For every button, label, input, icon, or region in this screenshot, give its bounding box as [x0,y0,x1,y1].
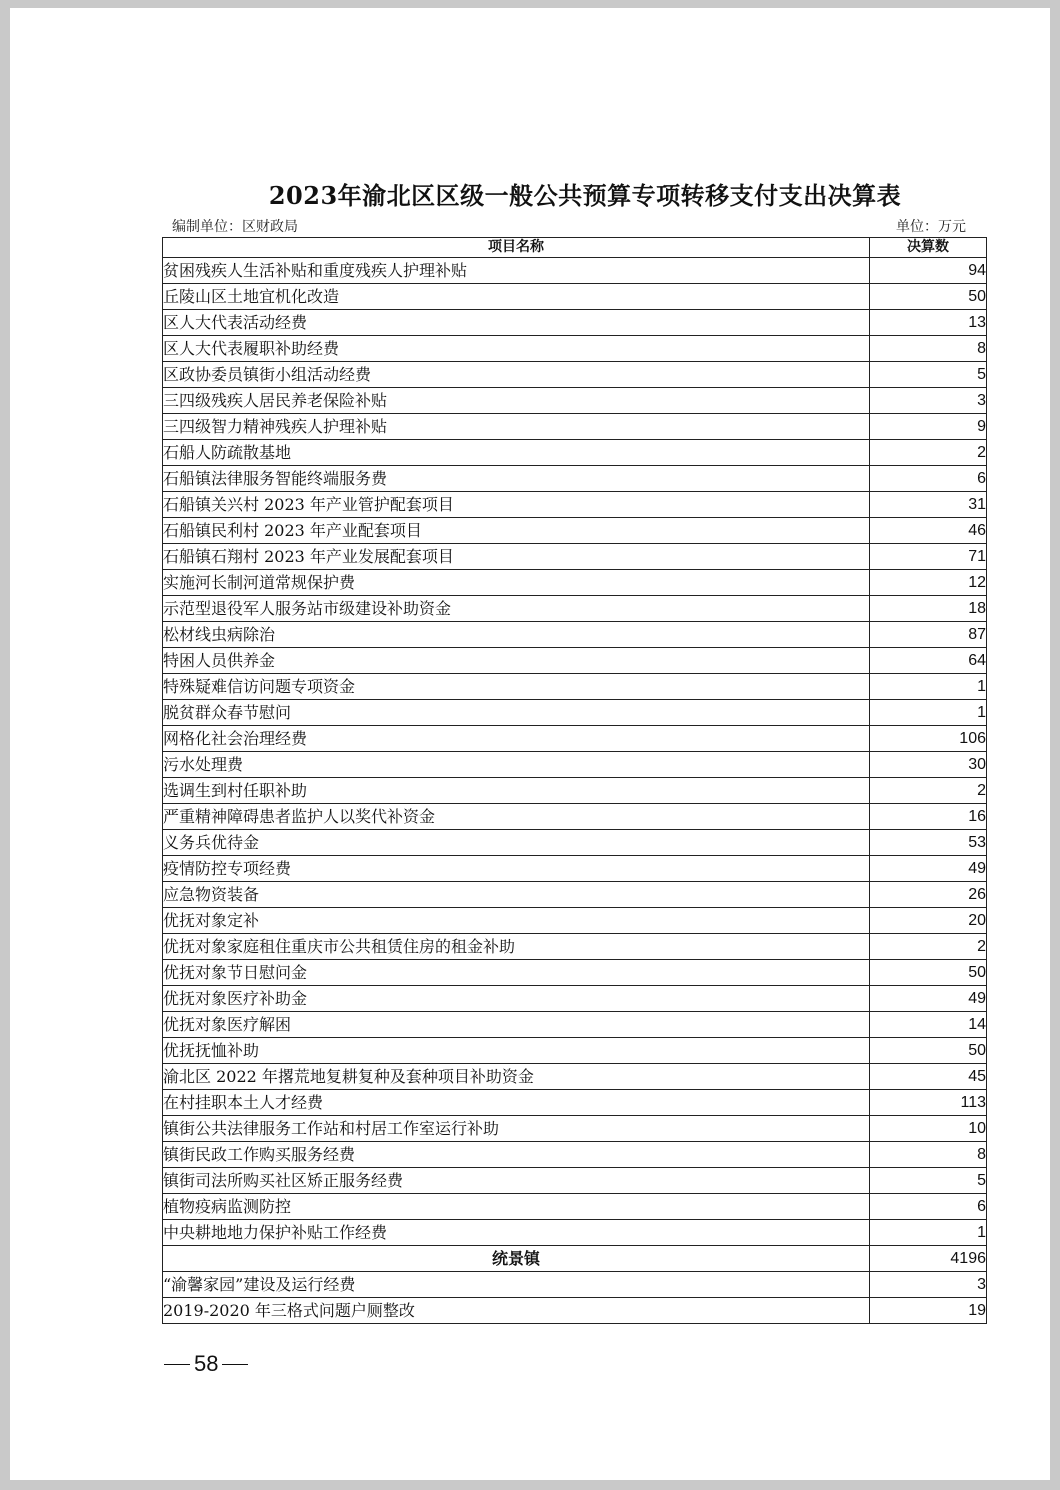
page-number-dash-right [222,1364,248,1365]
table-row [163,596,987,622]
row-item-amount: 46 [870,518,987,544]
row-item-name: 优抚对象医疗补助金 [163,986,870,1012]
row-item-amount: 18 [870,596,987,622]
page-number-text: 58 [194,1351,219,1376]
table-row [163,284,987,310]
row-item-amount: 9 [870,414,987,440]
row-item-name: 区人大代表活动经费 [163,310,870,336]
table-row [163,1194,987,1220]
table-row [163,700,987,726]
row-item-amount: 13 [870,310,987,336]
row-item-amount: 8 [870,1142,987,1168]
row-item-amount: 49 [870,986,987,1012]
row-item-name: 石船镇石翔村 2023 年产业发展配套项目 [163,544,870,570]
row-item-name: 疫情防控专项经费 [163,856,870,882]
table-row [163,388,987,414]
table-row [163,1272,987,1298]
row-item-name: 应急物资装备 [163,882,870,908]
row-item-name: 实施河长制河道常规保护费 [163,570,870,596]
table-row [163,1116,987,1142]
table-row [163,466,987,492]
row-item-amount: 5 [870,362,987,388]
row-item-name: 统景镇 [163,1246,870,1272]
row-item-name: “渝馨家园”建设及运行经费 [163,1272,870,1298]
table-group-row [163,1246,987,1272]
row-item-name: 脱贫群众春节慰问 [163,700,870,726]
row-item-name: 严重精神障碍患者监护人以奖代补资金 [163,804,870,830]
row-item-name: 镇街公共法律服务工作站和村居工作室运行补助 [163,1116,870,1142]
row-item-amount: 6 [870,466,987,492]
table-row [163,1298,987,1324]
row-item-amount: 50 [870,960,987,986]
row-item-amount: 45 [870,1064,987,1090]
row-item-name: 石船镇关兴村 2023 年产业管护配套项目 [163,492,870,518]
table-row [163,830,987,856]
table-row [163,960,987,986]
table-row [163,986,987,1012]
row-item-name: 优抚对象家庭租住重庆市公共租赁住房的租金补助 [163,934,870,960]
budget-table [162,237,987,1324]
row-item-amount: 3 [870,1272,987,1298]
row-item-name: 义务兵优待金 [163,830,870,856]
row-item-name: 渝北区 2022 年撂荒地复耕复种及套种项目补助资金 [163,1064,870,1090]
row-item-amount: 3 [870,388,987,414]
row-item-amount: 2 [870,778,987,804]
document-title: 2023年渝北区区级一般公共预算专项转移支付支出决算表 [268,181,902,210]
row-item-amount: 50 [870,284,987,310]
row-item-amount: 53 [870,830,987,856]
table-row [163,414,987,440]
row-item-name: 三四级残疾人居民养老保险补贴 [163,388,870,414]
table-row [163,1012,987,1038]
row-item-name: 区政协委员镇街小组活动经费 [163,362,870,388]
table-row [163,1142,987,1168]
page-number [164,1351,248,1377]
row-item-amount: 4196 [870,1246,987,1272]
column-header-name: 项目名称 [163,238,870,258]
row-item-name: 石船镇民利村 2023 年产业配套项目 [163,518,870,544]
table-row [163,440,987,466]
row-item-amount: 26 [870,882,987,908]
row-item-name: 石船人防疏散基地 [163,440,870,466]
row-item-name: 三四级智力精神残疾人护理补贴 [163,414,870,440]
table-row [163,674,987,700]
row-item-amount: 1 [870,674,987,700]
document-page [10,8,1050,1480]
table-row [163,1064,987,1090]
row-item-name: 污水处理费 [163,752,870,778]
row-item-name: 贫困残疾人生活补贴和重度残疾人护理补贴 [163,258,870,284]
row-item-amount: 71 [870,544,987,570]
row-item-name: 优抚抚恤补助 [163,1038,870,1064]
row-item-amount: 113 [870,1090,987,1116]
row-item-name: 示范型退役军人服务站市级建设补助资金 [163,596,870,622]
row-item-name: 区人大代表履职补助经费 [163,336,870,362]
row-item-amount: 106 [870,726,987,752]
row-item-amount: 16 [870,804,987,830]
row-item-amount: 8 [870,336,987,362]
table-row [163,518,987,544]
row-item-name: 2019-2020 年三格式问题户厕整改 [163,1298,870,1324]
table-row [163,908,987,934]
row-item-amount: 87 [870,622,987,648]
table-row [163,856,987,882]
row-item-amount: 12 [870,570,987,596]
row-item-amount: 20 [870,908,987,934]
row-item-name: 镇街司法所购买社区矫正服务经费 [163,1168,870,1194]
row-item-amount: 10 [870,1116,987,1142]
row-item-name: 优抚对象医疗解困 [163,1012,870,1038]
row-item-amount: 2 [870,440,987,466]
table-row [163,310,987,336]
table-body [163,258,987,1324]
table-row [163,1090,987,1116]
table-row [163,492,987,518]
row-item-name: 特困人员供养金 [163,648,870,674]
row-item-name: 优抚对象节日慰问金 [163,960,870,986]
row-item-name: 中央耕地地力保护补贴工作经费 [163,1220,870,1246]
row-item-amount: 14 [870,1012,987,1038]
table-row [163,1220,987,1246]
row-item-amount: 50 [870,1038,987,1064]
row-item-name: 松材线虫病除治 [163,622,870,648]
table-row [163,1038,987,1064]
row-item-amount: 6 [870,1194,987,1220]
row-item-amount: 1 [870,700,987,726]
table-row [163,804,987,830]
page-number-dash-left [164,1364,190,1365]
row-item-name: 在村挂职本土人才经费 [163,1090,870,1116]
row-item-amount: 1 [870,1220,987,1246]
compiler-label: 编制单位：区财政局 [172,219,298,235]
table-row [163,544,987,570]
row-item-amount: 2 [870,934,987,960]
row-item-amount: 64 [870,648,987,674]
table-row [163,1168,987,1194]
row-item-amount: 30 [870,752,987,778]
row-item-amount: 31 [870,492,987,518]
table-row [163,726,987,752]
row-item-name: 石船镇法律服务智能终端服务费 [163,466,870,492]
row-item-name: 选调生到村任职补助 [163,778,870,804]
row-item-name: 植物疫病监测防控 [163,1194,870,1220]
row-item-amount: 49 [870,856,987,882]
table-row [163,934,987,960]
row-item-name: 特殊疑难信访问题专项资金 [163,674,870,700]
table-row [163,336,987,362]
table-row [163,752,987,778]
row-item-amount: 19 [870,1298,987,1324]
row-item-name: 优抚对象定补 [163,908,870,934]
table-row [163,570,987,596]
unit-label: 单位：万元 [896,219,966,235]
row-item-name: 网格化社会治理经费 [163,726,870,752]
table-row [163,258,987,284]
table-row [163,778,987,804]
table-header-row [163,238,987,258]
column-header-amount: 决算数 [870,238,987,258]
row-item-amount: 5 [870,1168,987,1194]
table-row [163,882,987,908]
table-row [163,648,987,674]
row-item-amount: 94 [870,258,987,284]
row-item-name: 丘陵山区土地宜机化改造 [163,284,870,310]
row-item-name: 镇街民政工作购买服务经费 [163,1142,870,1168]
table-row [163,622,987,648]
table-row [163,362,987,388]
